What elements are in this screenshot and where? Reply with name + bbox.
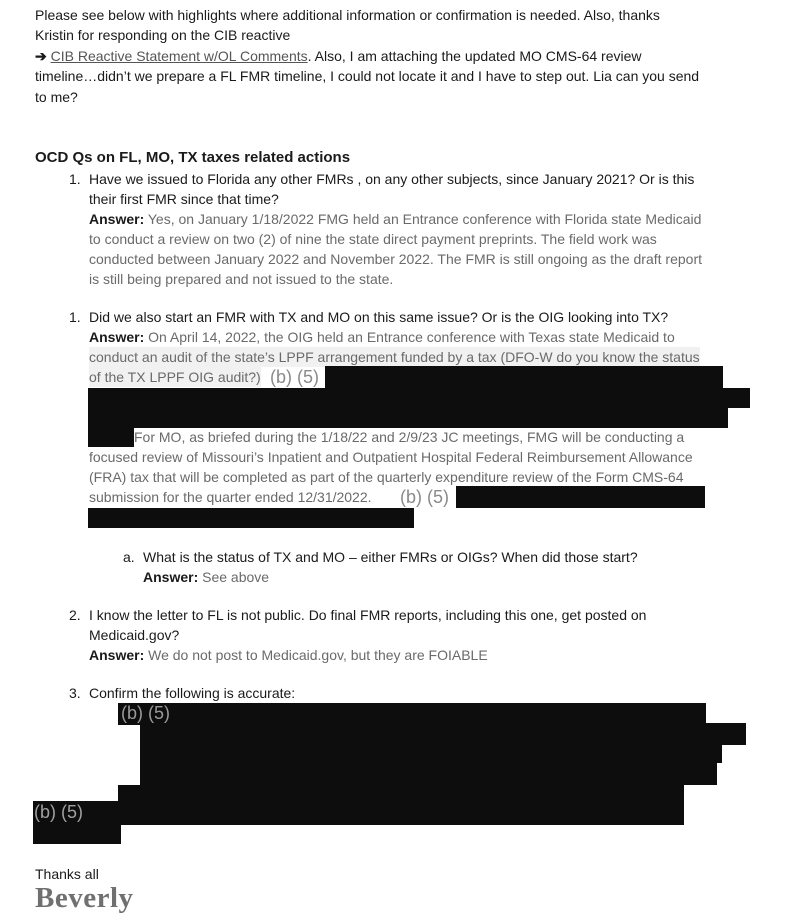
redaction-block (325, 366, 723, 388)
intro-line-3 (35, 46, 641, 66)
mo-line-3: (FRA) tax that will be completed as part of the quarterly expenditure review of the Form CMS-64 (89, 469, 684, 485)
q1-line-1: Have we issued to Florida any other FMRs , on any other subjects, since January 2021? Or is this (89, 171, 695, 187)
q2-answer-line-3: of the TX LPPF OIG audit?) (89, 369, 261, 385)
qa-letter: a. (123, 549, 135, 565)
q3-number: 2. (69, 607, 81, 623)
redaction-block (140, 723, 746, 745)
q1-answer-line-2: to conduct a review on two (2) of nine the state direct payment preprints. The field work was (89, 231, 657, 247)
q3-answer-label: Answer: (89, 647, 145, 663)
q1-answer-label: Answer: (89, 211, 145, 227)
redaction-label: (b) (5) (121, 703, 170, 723)
redaction-label: (b) (5) (400, 487, 449, 507)
redaction-block (456, 486, 705, 508)
signature: Beverly (35, 882, 134, 914)
q3-answer-text: We do not post to Medicaid.gov, but they are FOIABLE (148, 647, 488, 663)
q4-line-1: Confirm the following is accurate: (89, 685, 296, 701)
intro-line-5: to me? (35, 89, 78, 105)
q3-line-1: I know the letter to FL is not public. Do final FMR reports, including this one, get posted on (89, 607, 647, 623)
redaction-label: (b) (5) (34, 802, 83, 822)
redaction-block (118, 785, 684, 825)
q2-number: 1. (69, 309, 81, 325)
q3-line-2: Medicaid.gov? (89, 627, 180, 643)
intro-line-1: Please see below with highlights where additional information or confirmation is needed. Also, thanks (35, 7, 660, 23)
intro-line-4: timeline…didn’t we prepare a FL FMR timeline, I could not locate it and I have to step out. Lia can you send (35, 68, 700, 84)
cib-statement-link[interactable]: CIB Reactive Statement w/OL Comments (50, 48, 308, 64)
qa-line-1: What is the status of TX and MO – either FMRs or OIGs? When did those start? (143, 549, 638, 565)
redaction-block (88, 408, 728, 428)
redaction-block (88, 428, 134, 447)
q1-line-2: their first FMR since that time? (89, 191, 279, 207)
redaction-block (140, 743, 722, 763)
q2-answer-line-2: conduct an audit of the state’s LPPF arrangement funded by a tax (DFO-W do you know the status (89, 349, 700, 365)
q2-line-1: Did we also start an FMR with TX and MO on this same issue? Or is the OIG looking into TX? (89, 309, 669, 325)
q1-answer-line-3: conducted between January 2022 and November 2022. The FMR is still ongoing as the draft report (89, 251, 702, 267)
q4-number: 3. (69, 685, 81, 701)
qa-answer-label: Answer: (143, 569, 199, 585)
redaction-block (88, 508, 414, 528)
q2-answer-line-1 (89, 327, 675, 347)
q2-answer-label: Answer: (89, 329, 145, 345)
closing-text: Thanks all (35, 866, 99, 882)
intro-line-3-rest: . Also, I am attaching the updated MO CMS-64 review (307, 48, 642, 64)
mo-line-1: For MO, as briefed during the 1/18/22 and 2/9/23 JC meetings, FMG will be conducting a (134, 429, 685, 445)
q3-answer-line (89, 645, 488, 665)
qa-answer-line (143, 567, 269, 587)
q2-answer-text-1: On April 14, 2022, the OIG held an Entrance conference with Texas state Medicaid to (148, 329, 675, 345)
redaction-block (140, 763, 717, 785)
redaction-block (118, 703, 706, 725)
qa-answer-text: See above (202, 569, 270, 585)
mo-line-2: focused review of Missouri’s Inpatient and Outpatient Hospital Federal Reimbursement Allowance (89, 449, 693, 465)
q1-answer-text-1: Yes, on January 1/18/2022 FMG held an Entrance conference with Florida state Medicaid (147, 211, 702, 227)
arrow-icon: ➔ (35, 48, 47, 64)
q1-answer-line-4: is still being prepared and not issued to the state. (89, 271, 394, 287)
q1-number: 1. (69, 171, 81, 187)
redaction-block (88, 388, 750, 408)
intro-line-2: Kristin for responding on the CIB reactive (35, 27, 291, 43)
section-heading: OCD Qs on FL, MO, TX taxes related actions (35, 149, 351, 166)
mo-line-4: submission for the quarter ended 12/31/2022. (89, 489, 372, 505)
q1-answer-line-1 (89, 209, 701, 229)
redaction-label: (b) (5) (270, 367, 319, 387)
